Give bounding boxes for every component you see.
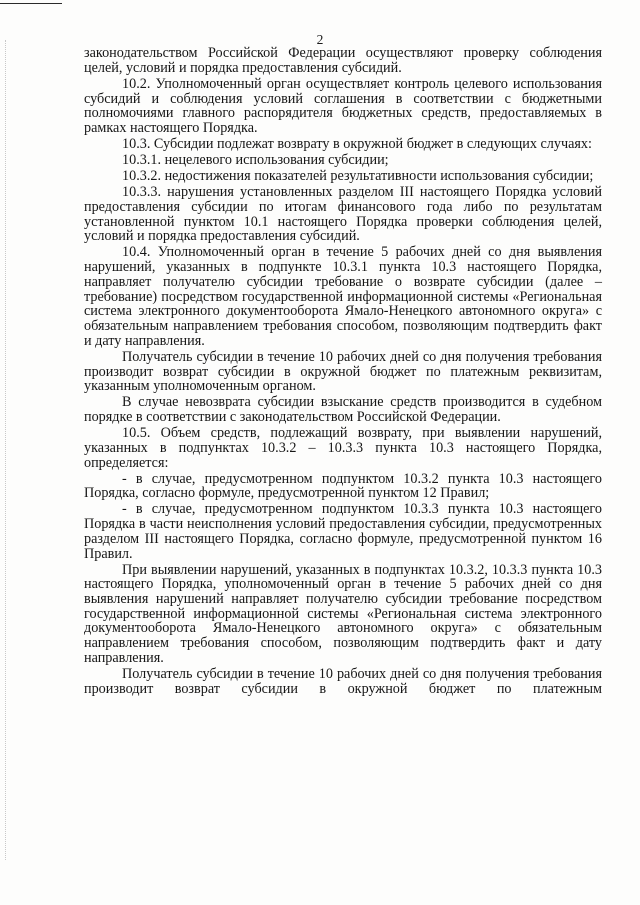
scan-edge-line bbox=[5, 40, 7, 860]
paragraph-10-4: 10.4. Уполномоченный орган в течение 5 рабочих дней со дня выявления нарушений, указанных в подпункте 10.3.1 пункта 10.3 настоящего Порядка, направляет получателю субсидии требование о возврате субсидии (далее – требование) посредством государственной информационной системы «Региональная система электронного документооборота Ямало-Ненецкого автономного округа» с обязательным направлением требования способом, позволяющим подтвердить факт и дату направления. bbox=[84, 244, 602, 349]
paragraph-10-5: 10.5. Объем средств, подлежащий возврату, при выявлении нарушений, указанных в подпунктах 10.3.2 – 10.3.3 пункта 10.3 настоящего Порядка, определяется: bbox=[84, 425, 602, 471]
paragraph-10-2: 10.2. Уполномоченный орган осуществляет контроль целевого использования субсидий и соблюдения условий соглашения в соответствии с бюджетными полномочиями главного распорядителя бюджетных средств, предоставляемых в рамках настоящего Порядка. bbox=[84, 75, 602, 136]
paragraph-case-10-3-3: - в случае, предусмотренном подпунктом 10.3.3 пункта 10.3 настоящего Порядка в части неисполнения условий предоставления субсидии, предусмотренных разделом III настоящего Порядка, согласно формуле, предусмотренной пунктом 16 Правил. bbox=[84, 501, 602, 562]
paragraph-10-3-2: 10.3.2. недостижения показателей результативности использования субсидии; bbox=[122, 168, 594, 185]
paragraph-refund-term: Получатель субсидии в течение 10 рабочих дней со дня получения требования производит возврат субсидии в окружной бюджет по платежным реквизитам, указанным уполномоченным органом. bbox=[84, 348, 602, 395]
page-number: 2 bbox=[316, 32, 324, 47]
paragraph-10-3: 10.3. Субсидии подлежат возврату в окружной бюджет в следующих случаях: bbox=[122, 136, 592, 152]
paragraph-court-recovery: В случае невозврата субсидии взыскание средств производится в судебном порядке в соответствии с законодательством Российской Федерации. bbox=[84, 394, 602, 425]
paragraph-10-3-1: 10.3.1. нецелевого использования субсидии; bbox=[122, 152, 389, 169]
paragraph-violation-notice: При выявлении нарушений, указанных в подпунктах 10.3.2, 10.3.3 пункта 10.3 настоящего Порядка, уполномоченный орган в течение 5 рабочих дней со дня выявления нарушений направляет получателю субсидии требование посредством государственной информационной системы «Региональная система электронного документооборота Ямало-Ненецкого автономного округа» с обязательным направлением требования способом, позволяющим подтвердить факт и дату направления. bbox=[84, 561, 602, 666]
scan-margin-mark bbox=[0, 3, 62, 4]
paragraph-refund-term-2: Получатель субсидии в течение 10 рабочих дней со дня получения требования производит возврат субсидии в окружной бюджет по платежным bbox=[84, 665, 602, 697]
paragraph-continuation: законодательством Российской Федерации осуществляют проверку соблюдения целей, условий и порядка предоставления субсидий. bbox=[84, 45, 602, 76]
paragraph-10-3-3: 10.3.3. нарушения установленных разделом III настоящего Порядка условий предоставления субсидии по итогам финансового года либо по результатам установленной пунктом 10.1 настоящего Порядка проверки соблюдения целей, условий и порядка предоставления субсидий. bbox=[84, 184, 602, 245]
paragraph-case-10-3-2: - в случае, предусмотренном подпунктом 10.3.2 пункта 10.3 настоящего Порядка, согласно формуле, предусмотренной пунктом 12 Правил; bbox=[84, 470, 602, 502]
document-body bbox=[84, 46, 602, 698]
